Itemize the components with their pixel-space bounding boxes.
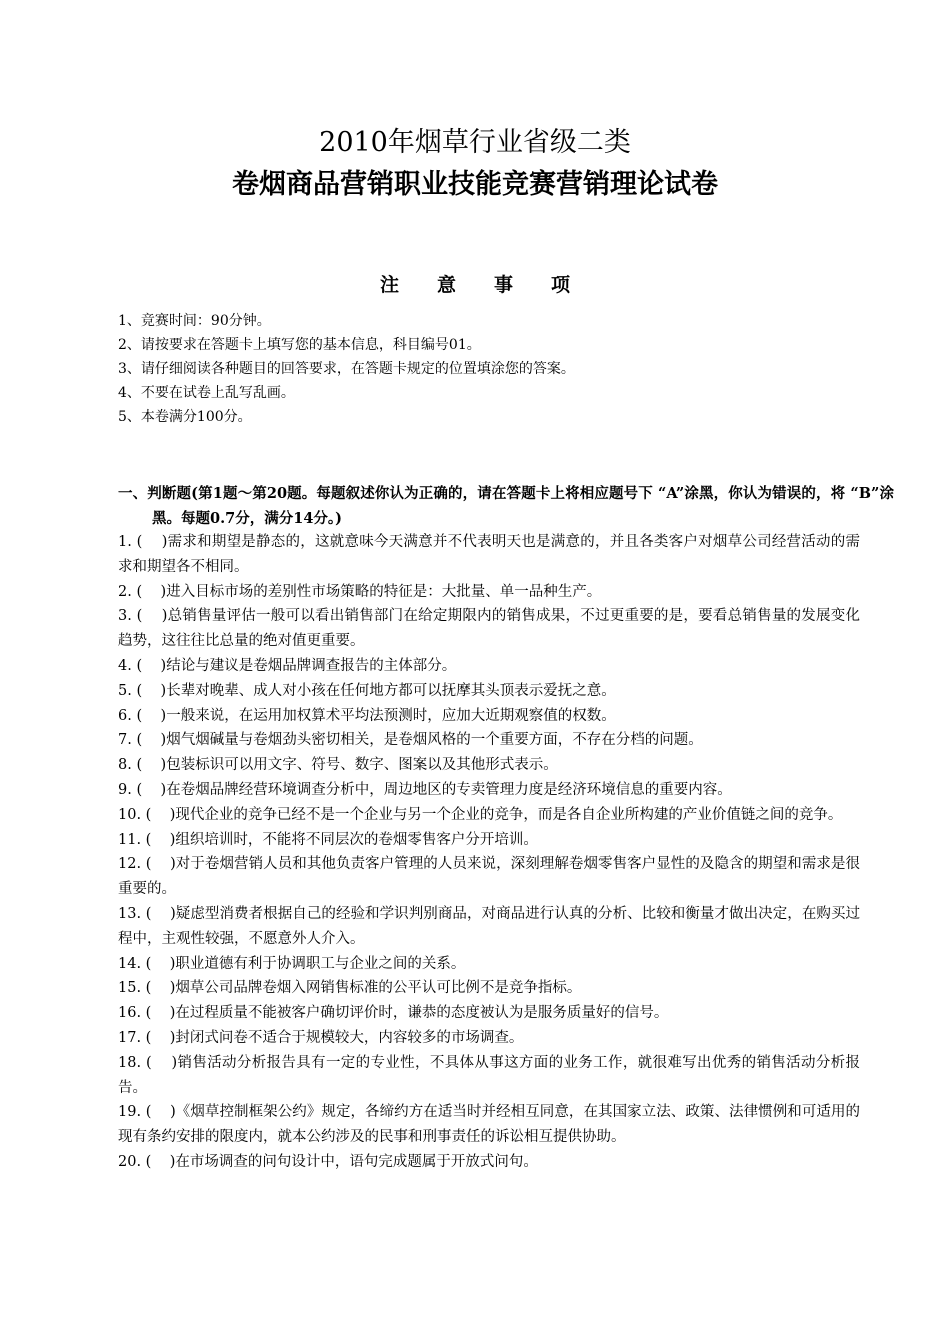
question-number: 5. ( (118, 682, 143, 699)
answer-blank: ) (142, 534, 168, 550)
question-number: 9. ( (118, 781, 143, 798)
question-text: 封闭式问卷不适合于规模较大，内容较多的市场调查。 (175, 1029, 524, 1046)
question-item (118, 1001, 860, 1026)
question-text: 在卷烟品牌经营环境调查分析中，周边地区的专卖管理力度是经济环境信息的重要内容。 (166, 781, 732, 798)
notice-heading: 注意事项 (379, 274, 608, 296)
answer-blank: ) (151, 955, 176, 972)
question-item (118, 852, 860, 902)
question-item (118, 604, 860, 654)
question-item (118, 580, 860, 605)
question-number: 15. ( (118, 980, 152, 997)
section-heading: 一、判断题(第1题～第20题。每题叙述你认为正确的，请在答题卡上将相应题号下 “A”涂黑，你认为错误的，将 “B”涂黑。每题0.7分，满分14分。) (118, 485, 894, 527)
answer-blank: ) (142, 707, 167, 724)
answer-blank: ) (151, 980, 176, 997)
question-text: 总销售量评估一般可以看出销售部门在给定期限内的销售成果，不过更重要的是，要看总销售量的发展变化趋势，这往往比总量的绝对值更重要。 (118, 608, 861, 650)
question-number: 16. ( (118, 1005, 152, 1022)
question-number: 12. ( (118, 856, 152, 873)
question-number: 10. ( (118, 806, 152, 823)
answer-blank: ) (151, 806, 176, 823)
notice-item: 1、竞赛时间：90分钟。 (118, 313, 271, 329)
question-text: 在市场调查的问句设计中，语句完成题属于开放式问句。 (175, 1153, 538, 1170)
answer-blank: ) (142, 682, 167, 699)
answer-blank: ) (142, 781, 167, 798)
question-list (118, 530, 860, 1175)
question-text: 需求和期望是静态的，这就意味今天满意并不代表明天也是满意的，并且各类客户对烟草公司经营活动的需求和期望各不相同。 (118, 534, 861, 575)
answer-blank: ) (142, 757, 167, 774)
question-number: 20. ( (118, 1153, 152, 1170)
answer-blank: ) (151, 1029, 176, 1046)
question-text: 进入目标市场的差别性市场策略的特征是：大批量、单一品种生产。 (166, 583, 602, 600)
question-text: 烟气烟碱量与卷烟劲头密切相关，是卷烟风格的一个重要方面，不存在分档的问题。 (166, 732, 703, 749)
question-text: 在过程质量不能被客户确切评价时，谦恭的态度被认为是服务质量好的信号。 (175, 1005, 669, 1022)
question-number: 2. ( (118, 583, 143, 600)
question-number: 19. ( (118, 1104, 152, 1121)
question-number: 4. ( (118, 657, 143, 674)
answer-blank: ) (151, 1054, 178, 1071)
question-item (118, 803, 860, 828)
answer-blank: ) (151, 1104, 176, 1121)
question-text: 包装标识可以用文字、符号、数字、图案以及其他形式表示。 (166, 757, 558, 774)
question-number: 8. ( (118, 757, 143, 774)
answer-blank: ) (142, 583, 167, 600)
question-number: 13. ( (118, 905, 152, 922)
question-number: 14. ( (118, 955, 152, 972)
question-item (118, 1051, 860, 1101)
question-item (118, 704, 860, 729)
question-text: 长辈对晚辈、成人对小孩在任何地方都可以抚摩其头顶表示爱抚之意。 (166, 682, 616, 699)
question-item (118, 778, 860, 803)
question-number: 3. ( (118, 608, 143, 625)
answer-blank: ) (151, 1005, 176, 1022)
question-item (118, 679, 860, 704)
question-item (118, 902, 860, 952)
notice-list (118, 309, 858, 429)
answer-blank: ) (142, 657, 167, 674)
question-number: 7. ( (118, 732, 143, 749)
question-item (118, 1026, 860, 1051)
question-text: 对于卷烟营销人员和其他负责客户管理的人员来说，深刻理解卷烟零售客户显性的及隐含的期望和需求是很重要的。 (118, 856, 861, 898)
page-title-line2: 卷烟商品营销职业技能竞赛营销理论试卷 (232, 169, 718, 200)
question-text: 组织培训时，不能将不同层次的卷烟零售客户分开培训。 (175, 831, 538, 848)
question-item (118, 952, 860, 977)
notice-item: 2、请按要求在答题卡上填写您的基本信息，科目编号01。 (118, 337, 481, 353)
question-number: 1. ( (118, 534, 143, 550)
question-number: 18. ( (118, 1054, 152, 1071)
notice-item: 4、不要在试卷上乱写乱画。 (118, 385, 295, 401)
question-text: 《烟草控制框架公约》规定，各缔约方在适当时并经相互同意，在其国家立法、政策、法律惯例和可适用的现有条约安排的限度内，就本公约涉及的民事和刑事责任的诉讼相互提供协助。 (118, 1104, 861, 1146)
question-item (118, 828, 860, 853)
answer-blank: ) (151, 831, 176, 848)
answer-blank: ) (151, 1153, 176, 1170)
question-item (118, 530, 860, 580)
page-title-line1: 2010年烟草行业省级二类 (319, 127, 631, 158)
question-item (118, 728, 860, 753)
question-item (118, 976, 860, 1001)
question-number: 6. ( (118, 707, 143, 724)
question-text: 现代企业的竞争已经不是一个企业与另一个企业的竞争，而是各自企业所构建的产业价值链之间的竞争。 (175, 806, 843, 823)
question-item (118, 753, 860, 778)
question-text: 烟草公司品牌卷烟入网销售标准的公平认可比例不是竞争指标。 (175, 980, 582, 997)
answer-blank: ) (151, 905, 176, 922)
question-text: 职业道德有利于协调职工与企业之间的关系。 (175, 955, 466, 972)
answer-blank: ) (142, 608, 168, 625)
question-text: 一般来说，在运用加权算术平均法预测时，应加大近期观察值的权数。 (166, 707, 616, 724)
question-item (118, 654, 860, 679)
question-text: 结论与建议是卷烟品牌调查报告的主体部分。 (166, 657, 457, 674)
notice-item: 3、请仔细阅读各种题目的回答要求，在答题卡规定的位置填涂您的答案。 (118, 361, 575, 377)
answer-blank: ) (142, 732, 167, 749)
question-text: 疑虑型消费者根据自己的经验和学识判别商品，对商品进行认真的分析、比较和衡量才做出决定，在购买过程中，主观性较强，不愿意外人介入。 (118, 905, 861, 947)
question-number: 17. ( (118, 1029, 152, 1046)
question-text: 销售活动分析报告具有一定的专业性，不具体从事这方面的业务工作，就很难写出优秀的销售活动分析报告。 (118, 1054, 861, 1096)
question-item (118, 1100, 860, 1150)
question-number: 11. ( (118, 831, 152, 848)
notice-item: 5、本卷满分100分。 (118, 409, 252, 425)
question-item (118, 1150, 860, 1175)
answer-blank: ) (151, 856, 176, 873)
